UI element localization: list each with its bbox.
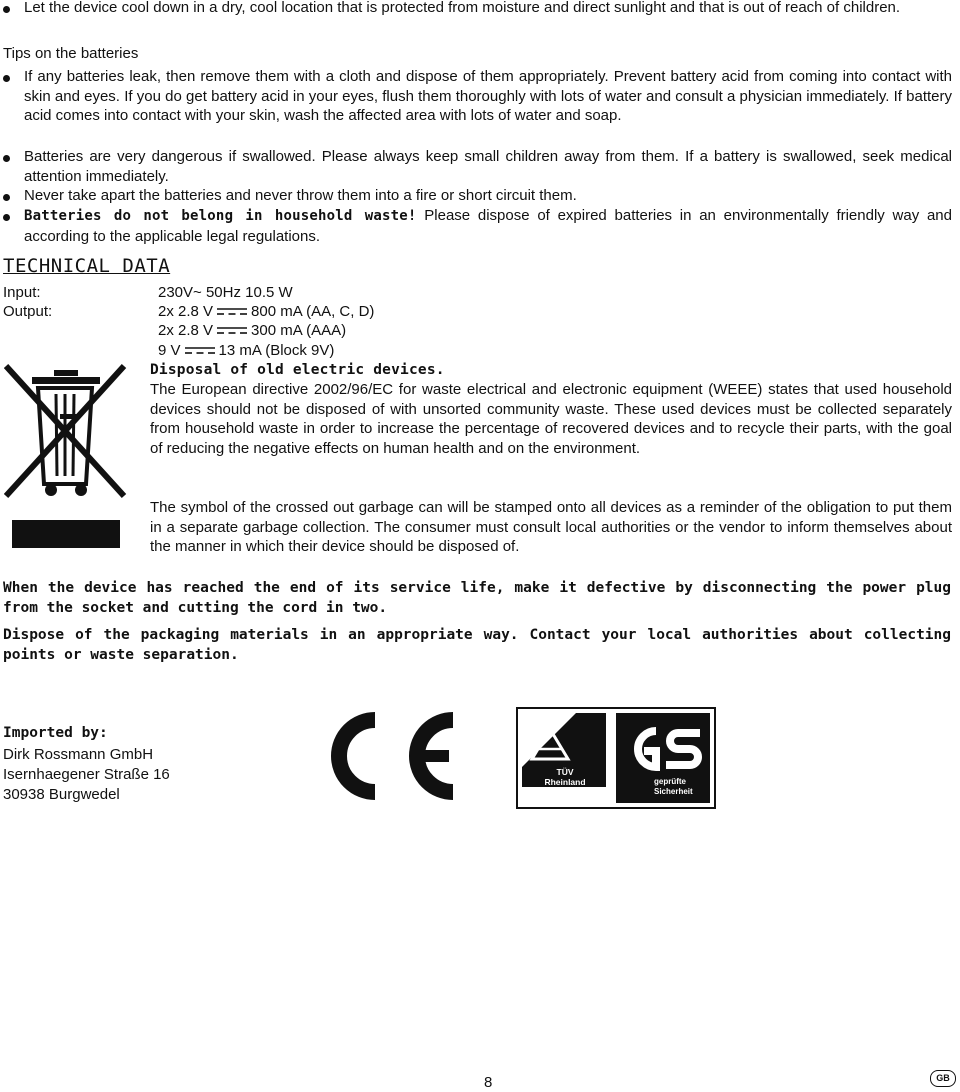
- language-badge: GB: [930, 1070, 956, 1087]
- output-label: Output:: [3, 303, 53, 320]
- disposal-paragraph-symbol: The symbol of the crossed out garbage can will be stamped onto all devices as a reminder of the obligation to put them in a separate garbage collection. The consumer must consult local authorities or the vendor to inform themselves about the manner in which their device should be disposed of.: [150, 499, 952, 555]
- battery-tip-household-waste: [24, 206, 952, 246]
- output-row-aa: [158, 302, 374, 321]
- crossed-out-bin-icon: [4, 362, 128, 552]
- importer-city: 30938 Burgwedel: [3, 786, 120, 803]
- output-row-9v: [158, 341, 334, 360]
- battery-tip-rest: Please dispose of expired batteries in an environmentally friendly way and according to the applicable legal regulations.: [24, 207, 952, 245]
- input-value: 230V~ 50Hz 10.5 W: [158, 284, 293, 301]
- battery-warning-bold: Batteries do not belong in household waste!: [24, 208, 417, 224]
- output-row-aaa: [158, 321, 346, 340]
- end-of-life-notice: When the device has reached the end of its service life, make it defective by disconnecting the power plug from the socket and cutting the cord in two.: [3, 580, 951, 616]
- dc-symbol-icon: [217, 307, 247, 316]
- tuv-label: TÜV Rheinland Product Safety: [535, 767, 595, 797]
- output-current: 800 mA (AA, C, D): [251, 303, 375, 320]
- batteries-heading: Tips on the batteries: [3, 45, 139, 62]
- tuv-gs-logo: [516, 707, 716, 809]
- bullet-marker: [3, 6, 10, 13]
- battery-tip-fire: Never take apart the batteries and never throw them into a fire or short circuit them.: [24, 187, 577, 204]
- technical-data-title: TECHNICAL DATA: [3, 255, 171, 277]
- output-voltage: 2x 2.8 V: [158, 322, 214, 339]
- importer-street: Isernhaegener Straße 16: [3, 766, 170, 783]
- dc-symbol-icon: [185, 346, 215, 355]
- packaging-notice: Dispose of the packaging materials in an appropriate way. Contact your local authorities about collecting points or waste separation.: [3, 627, 951, 663]
- bullet-marker: [3, 214, 10, 221]
- disposal-heading: Disposal of old electric devices.: [150, 362, 445, 378]
- output-current: 300 mA (AAA): [251, 322, 347, 339]
- output-voltage: 2x 2.8 V: [158, 303, 214, 320]
- bullet-marker: [3, 194, 10, 201]
- disposal-paragraph-weee: The European directive 2002/96/EC for waste electrical and electronic equipment (WEEE) states that used household devices should not be disposed of with unsorted community waste. These used devices must be collected separately from household waste in order to increase the percentage of recovered devices and to recycle their parts, with the goal of reducing the negative effects on human health and on the environment.: [150, 381, 952, 457]
- ce-mark-icon: [313, 706, 463, 806]
- output-current: 13 mA (Block 9V): [218, 342, 335, 359]
- input-label: Input:: [3, 284, 41, 301]
- gs-label: geprüfte Sicherheit: [654, 777, 693, 796]
- output-voltage: 9 V: [158, 342, 181, 359]
- bullet-marker: [3, 155, 10, 162]
- bullet-marker: [3, 75, 10, 82]
- battery-tip-swallowed: Batteries are very dangerous if swallowed. Please always keep small children away from them. If a battery is swallowed, seek medical attention immediately.: [24, 148, 952, 185]
- intro-bullet-text: Let the device cool down in a dry, cool location that is protected from moisture and direct sunlight and that is out of reach of children.: [24, 0, 901, 16]
- dc-symbol-icon: [217, 326, 247, 335]
- importer-name: Dirk Rossmann GmbH: [3, 746, 154, 763]
- page-number: 8: [484, 1074, 493, 1091]
- battery-tip-leak: If any batteries leak, then remove them with a cloth and dispose of them appropriately. Prevent battery acid from coming into contact with skin and eyes. If you do get battery acid in your eyes, flush them thoroughly with lots of water and consult a physician immediately. If battery acid comes into contact with your skin, wash the affected area with lots of water and soap.: [24, 68, 952, 124]
- importer-heading: Imported by:: [3, 725, 108, 741]
